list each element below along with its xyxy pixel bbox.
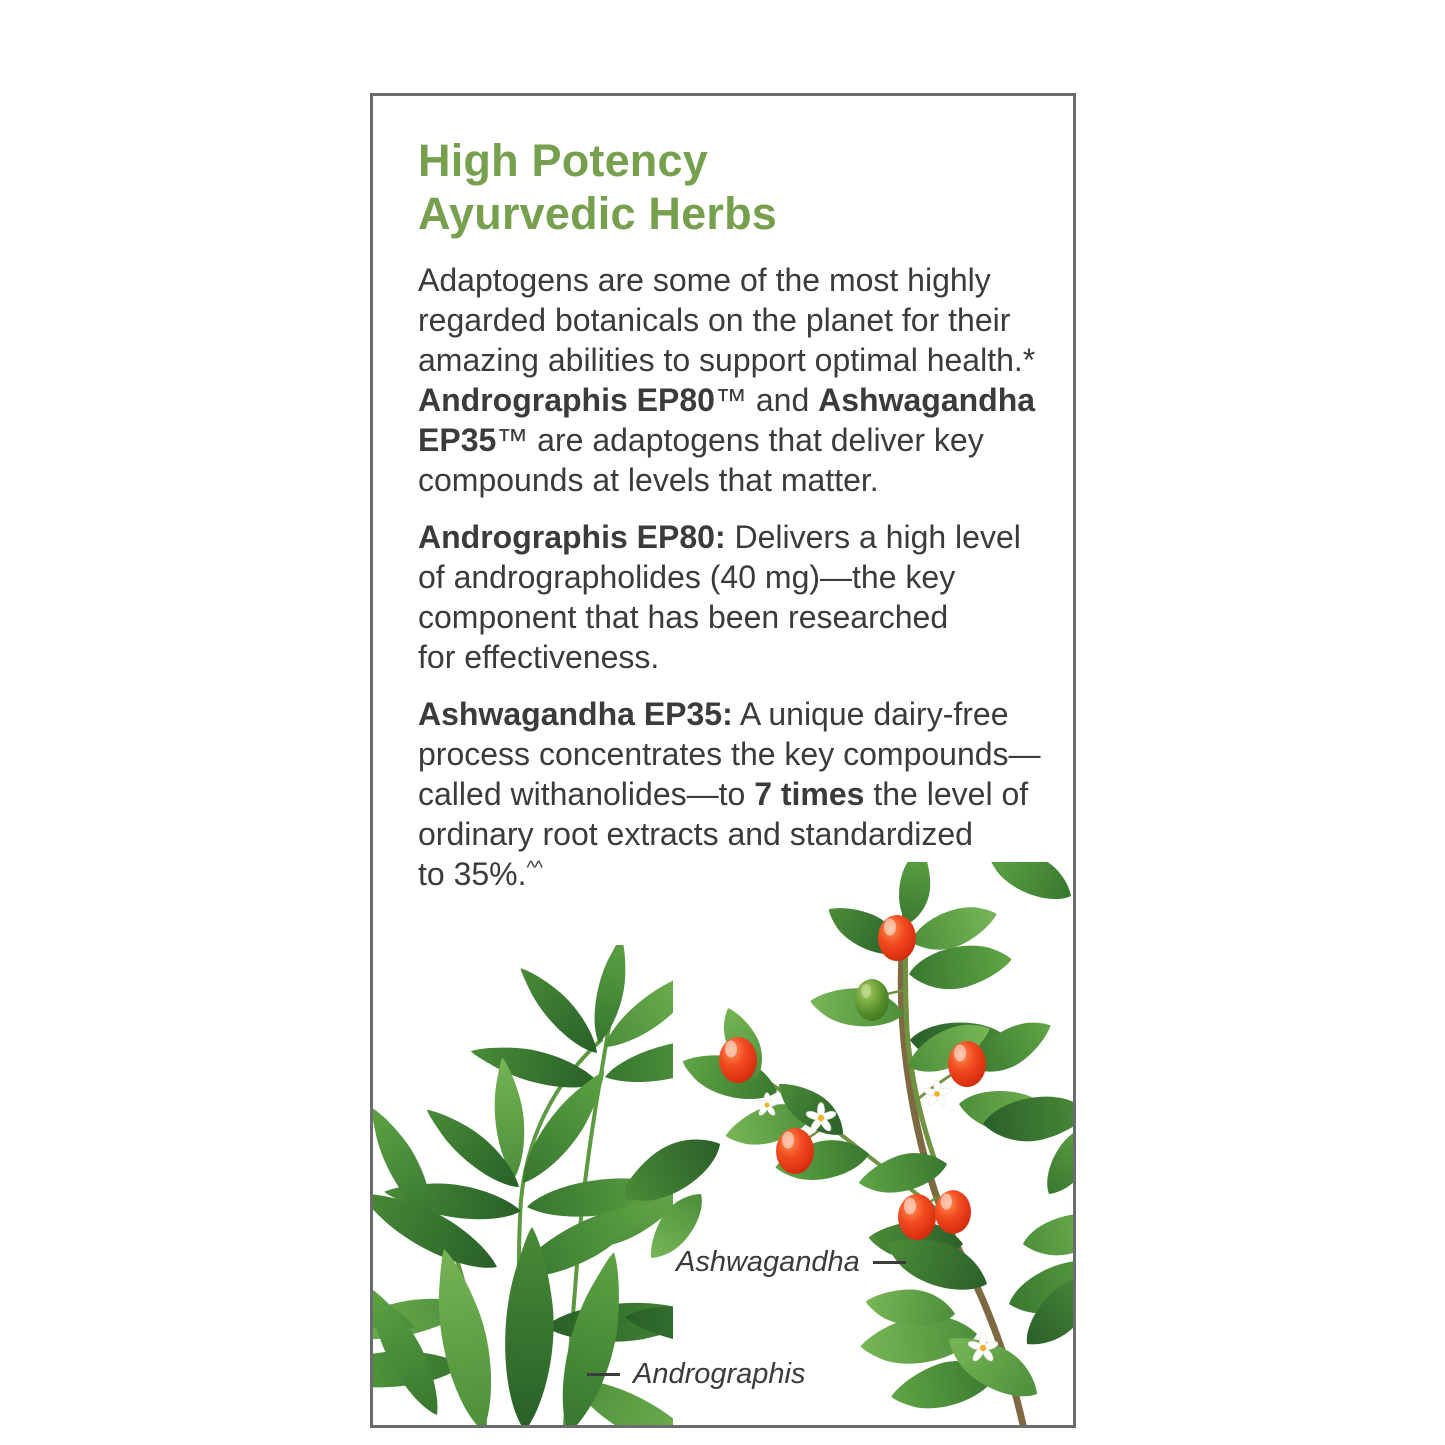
paragraph: Andrographis EP80: Delivers a high level of andrographolides (40 mg)—the key component that has been researched for effectiveness.: [418, 519, 1021, 675]
body-paragraphs: [418, 260, 1043, 894]
info-panel: [370, 93, 1076, 1428]
label-leader-line: [873, 1261, 906, 1264]
label-leader-line: [587, 1373, 620, 1376]
plant-label-ashwagandha: [676, 1246, 906, 1279]
heading-line-1: High Potency: [418, 135, 708, 186]
paragraph: Ashwagandha EP35: A unique dairy-free process concentrates the key compounds— called withanolides—to 7 times the level of ordinary root extracts and standardized to 35%.^^: [418, 696, 1041, 892]
plant-label-text: Ashwagandha: [676, 1246, 860, 1278]
ashwagandha-plant-photo: [625, 862, 1073, 1425]
panel-heading: [418, 134, 1073, 240]
paragraph: Adaptogens are some of the most highly regarded botanicals on the planet for their amazing abilities to support optimal health.* Andrographis EP80™ and Ashwagandha EP35™ are adaptogens that deliver key compounds at levels that matter.: [418, 262, 1036, 498]
plant-label-text: Andrographis: [633, 1358, 806, 1390]
heading-line-2: Ayurvedic Herbs: [418, 188, 777, 239]
plant-label-andrographis: [587, 1358, 806, 1391]
